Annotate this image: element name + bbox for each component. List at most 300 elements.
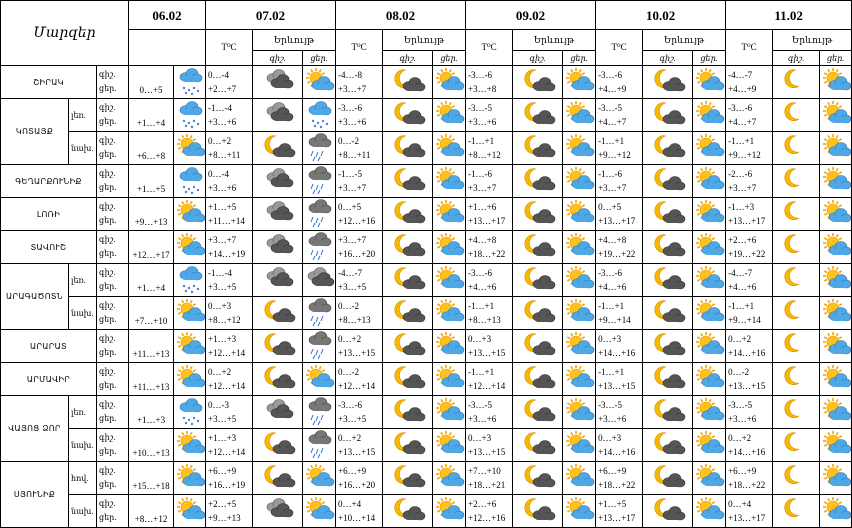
night-icon-cell <box>253 429 303 462</box>
night-day-label: գիշ. ցեր. <box>97 231 129 264</box>
sun-cloud-icon <box>174 134 205 162</box>
temperature-cell: -1…+1 +9…+14 <box>596 297 643 330</box>
night-icon-cell <box>773 198 820 231</box>
sun-cloud-icon <box>563 365 595 393</box>
date-header: 09.02 <box>466 1 596 30</box>
temperature-cell: 0…-2 +8…+11 <box>336 132 383 165</box>
sun-cloud-icon <box>820 134 851 162</box>
moon-cloud-icon <box>253 134 302 162</box>
moon-cloud-icon <box>643 233 692 261</box>
cloud-dark-icon <box>253 101 302 129</box>
weather-icon-cell <box>174 495 206 528</box>
sun-cloud-icon <box>693 200 725 228</box>
temperature-cell: -3…-5 +3…+6 <box>466 396 513 429</box>
moon-cloud-icon <box>643 200 692 228</box>
night-icon-cell <box>773 495 820 528</box>
sun-cloud-icon <box>303 464 335 492</box>
sun-cloud-icon <box>563 134 595 162</box>
temperature-cell: +2…+5 +9…+13 <box>206 495 253 528</box>
moon-cloud-icon <box>513 266 562 294</box>
night-icon-cell <box>383 363 433 396</box>
night-icon-cell <box>383 297 433 330</box>
moon-cloud-icon <box>383 365 432 393</box>
day-icon-cell <box>303 429 336 462</box>
moon-cloud-icon <box>513 167 562 195</box>
date-header: 06.02 <box>129 1 206 30</box>
region-name: ԱՐՄԱՎԻՐ <box>1 363 97 396</box>
table-row <box>1 66 852 99</box>
day-icon-cell <box>433 462 466 495</box>
night-icon-cell <box>253 264 303 297</box>
temperature-cell: 0…+3 +13…+15 <box>466 429 513 462</box>
moon-icon <box>773 464 819 492</box>
night-icon-cell <box>773 429 820 462</box>
day-icon-cell <box>303 297 336 330</box>
day-icon-cell <box>563 198 596 231</box>
temperature-cell: 0…-4 +3…+6 <box>206 165 253 198</box>
temperature-cell: +1…+5 <box>129 165 174 198</box>
sun-cloud-icon <box>433 497 465 525</box>
night-icon-cell <box>383 99 433 132</box>
weather-icon-cell <box>174 363 206 396</box>
sun-cloud-icon <box>433 332 465 360</box>
sun-cloud-icon <box>563 200 595 228</box>
phenomenon-header: Երևույթ <box>643 30 726 51</box>
moon-cloud-icon <box>643 266 692 294</box>
sun-cloud-icon <box>693 233 725 261</box>
moon-cloud-icon <box>513 332 562 360</box>
temperature-cell: +2…+6 +12…+16 <box>466 495 513 528</box>
night-icon-cell <box>643 363 693 396</box>
table-row <box>1 495 852 528</box>
temperature-cell: +15…+18 <box>129 462 174 495</box>
day-icon-cell <box>303 363 336 396</box>
sun-cloud-icon <box>563 266 595 294</box>
moon-cloud-icon <box>253 464 302 492</box>
temperature-cell: +12…+17 <box>129 231 174 264</box>
day-icon-cell <box>563 132 596 165</box>
night-icon-cell <box>773 66 820 99</box>
table-row <box>1 462 852 495</box>
day-icon-cell <box>433 297 466 330</box>
night-icon-cell <box>253 396 303 429</box>
day-icon-cell <box>303 99 336 132</box>
subregion-label: հով. <box>69 462 97 495</box>
night-icon-cell <box>383 66 433 99</box>
weather-icon-cell <box>174 99 206 132</box>
temperature-cell: -3…-6 +3…+5 <box>336 396 383 429</box>
day-icon-cell <box>303 396 336 429</box>
table-title: Մարզեր <box>1 1 129 66</box>
day-icon-cell <box>303 462 336 495</box>
cloud-dark-icon <box>303 266 335 294</box>
temperature-cell: +1…+6 +13…+17 <box>466 198 513 231</box>
day-icon-cell <box>563 66 596 99</box>
night-icon-cell <box>253 198 303 231</box>
night-icon-cell <box>643 99 693 132</box>
moon-icon <box>773 233 819 261</box>
temperature-cell: -1…-6 +3…+7 <box>466 165 513 198</box>
day-icon-cell <box>303 264 336 297</box>
day-icon-cell <box>693 132 726 165</box>
moon-icon <box>773 167 819 195</box>
temperature-cell: -1…-5 +3…+7 <box>336 165 383 198</box>
moon-cloud-icon <box>383 332 432 360</box>
night-icon-cell <box>513 198 563 231</box>
temperature-cell: -1…-4 +3…+5 <box>206 264 253 297</box>
day-icon-cell <box>303 165 336 198</box>
night-day-label: գիշ. ցեր. <box>97 264 129 297</box>
region-name: ԱՐԱԳԱԾՈՏՆ <box>1 264 69 330</box>
region-name: ԳԵՂԱՐՔՈՒՆԻՔ <box>1 165 97 198</box>
sun-cloud-icon <box>174 497 205 525</box>
temperature-cell: +1…+5 +11…+14 <box>206 198 253 231</box>
temperature-cell: 0…+2 +8…+11 <box>206 132 253 165</box>
temperature-cell: +3…+7 +16…+20 <box>336 231 383 264</box>
temperature-cell: -2…-6 +3…+7 <box>726 165 773 198</box>
night-icon-cell <box>773 264 820 297</box>
region-name: ԿՈՏԱՅՔ <box>1 99 69 165</box>
moon-cloud-icon <box>383 497 432 525</box>
weather-icon-cell <box>174 396 206 429</box>
sun-cloud-icon <box>303 365 335 393</box>
sun-cloud-icon <box>563 431 595 459</box>
moon-icon <box>773 134 819 162</box>
phenomenon-header: Երևույթ <box>383 30 466 51</box>
temperature-cell: -1…+1 +8…+12 <box>466 132 513 165</box>
temperature-cell: 0…+5 +12…+16 <box>336 198 383 231</box>
temperature-cell: +1…+3 +12…+14 <box>206 330 253 363</box>
night-icon-cell <box>513 396 563 429</box>
day-header: ցեր. <box>693 51 726 66</box>
moon-cloud-icon <box>383 68 432 96</box>
night-header: գիշ. <box>643 51 693 66</box>
temperature-cell: +1…+3 <box>129 396 174 429</box>
temperature-cell: -1…+1 +9…+14 <box>726 297 773 330</box>
cloud-rain-icon <box>303 332 335 360</box>
subregion-label: նախ. <box>69 132 97 165</box>
subregion-label: նախ. <box>69 429 97 462</box>
moon-cloud-icon <box>643 134 692 162</box>
date-header: 08.02 <box>336 1 466 30</box>
temperature-cell: -3…-6 +4…+9 <box>596 66 643 99</box>
day-icon-cell <box>693 462 726 495</box>
night-icon-cell <box>773 462 820 495</box>
moon-cloud-icon <box>513 134 562 162</box>
region-name: ՏԱՎՈՒՇ <box>1 231 97 264</box>
cloud-rain-icon <box>303 134 335 162</box>
temperature-cell: -4…-8 +3…+7 <box>336 66 383 99</box>
table-row <box>1 198 852 231</box>
temperature-cell: 0…-2 +8…+13 <box>336 297 383 330</box>
region-name: ՇԻՐԱԿ <box>1 66 97 99</box>
night-icon-cell <box>383 330 433 363</box>
moon-cloud-icon <box>513 398 562 426</box>
night-icon-cell <box>773 363 820 396</box>
sun-cloud-icon <box>820 464 851 492</box>
night-icon-cell <box>513 330 563 363</box>
table-row <box>1 297 852 330</box>
night-icon-cell <box>643 66 693 99</box>
moon-icon <box>773 299 819 327</box>
night-icon-cell <box>773 330 820 363</box>
night-icon-cell <box>643 462 693 495</box>
table-row <box>1 99 852 132</box>
sun-cloud-icon <box>433 167 465 195</box>
night-icon-cell <box>513 297 563 330</box>
day-icon-cell <box>693 66 726 99</box>
moon-cloud-icon <box>513 464 562 492</box>
night-icon-cell <box>773 231 820 264</box>
table-row <box>1 330 852 363</box>
night-day-label: գիշ. ցեր. <box>97 132 129 165</box>
night-day-label: գիշ. ցեր. <box>97 165 129 198</box>
cloud-snow-icon <box>174 398 205 426</box>
sun-cloud-icon <box>433 233 465 261</box>
night-icon-cell <box>383 462 433 495</box>
subregion-label: լեռ. <box>69 264 97 297</box>
night-icon-cell <box>253 330 303 363</box>
moon-cloud-icon <box>383 299 432 327</box>
night-day-label: գիշ. ցեր. <box>97 297 129 330</box>
moon-cloud-icon <box>643 398 692 426</box>
table-row <box>1 132 852 165</box>
weather-icon-cell <box>174 264 206 297</box>
moon-icon <box>773 266 819 294</box>
night-icon-cell <box>643 396 693 429</box>
sun-cloud-icon <box>433 266 465 294</box>
moon-icon <box>773 431 819 459</box>
night-icon-cell <box>253 165 303 198</box>
region-name: ԱՐԱՐԱՏ <box>1 330 97 363</box>
temperature-cell: +11…+13 <box>129 330 174 363</box>
temperature-cell: -3…-5 +3…+6 <box>466 99 513 132</box>
sun-cloud-icon <box>174 233 205 261</box>
day-icon-cell <box>820 99 852 132</box>
temperature-cell: -1…+1 +9…+12 <box>596 132 643 165</box>
night-icon-cell <box>383 231 433 264</box>
weather-icon-cell <box>174 66 206 99</box>
moon-cloud-icon <box>513 233 562 261</box>
moon-cloud-icon <box>253 431 302 459</box>
night-icon-cell <box>643 198 693 231</box>
temperature-cell: +3…+7 +14…+19 <box>206 231 253 264</box>
night-icon-cell <box>383 132 433 165</box>
moon-cloud-icon <box>513 431 562 459</box>
temperature-cell: -1…+3 +13…+17 <box>726 198 773 231</box>
day-icon-cell <box>820 396 852 429</box>
day-icon-cell <box>820 165 852 198</box>
cloud-dark-icon <box>253 167 302 195</box>
day-icon-cell <box>693 396 726 429</box>
night-icon-cell <box>513 165 563 198</box>
temp-header: T⁰C <box>466 30 513 66</box>
sun-cloud-icon <box>693 266 725 294</box>
night-header: գիշ. <box>253 51 303 66</box>
temperature-cell: +1…+4 <box>129 99 174 132</box>
temperature-cell: -3…-6 +3…+8 <box>466 66 513 99</box>
temperature-cell: 0…+5 +13…+17 <box>596 198 643 231</box>
temperature-cell: +6…+9 +18…+22 <box>726 462 773 495</box>
night-icon-cell <box>383 165 433 198</box>
night-icon-cell <box>773 99 820 132</box>
temperature-cell: 0…+3 +13…+15 <box>466 330 513 363</box>
night-header: գիշ. <box>383 51 433 66</box>
sun-cloud-icon <box>820 101 851 129</box>
cloud-snow-icon <box>174 68 205 96</box>
phenomenon-header: Երևույթ <box>773 30 852 51</box>
cloud-snow-icon <box>174 101 205 129</box>
night-icon-cell <box>643 429 693 462</box>
temperature-cell: -1…+1 +12…+14 <box>466 363 513 396</box>
temperature-cell: +4…+8 +18…+22 <box>466 231 513 264</box>
sun-cloud-icon <box>303 497 335 525</box>
moon-icon <box>773 68 819 96</box>
temperature-cell: +6…+9 +16…+19 <box>206 462 253 495</box>
day-icon-cell <box>693 330 726 363</box>
sun-cloud-icon <box>563 497 595 525</box>
day-icon-cell <box>563 99 596 132</box>
night-icon-cell <box>253 132 303 165</box>
temperature-cell: -1…-4 +3…+6 <box>206 99 253 132</box>
sun-cloud-icon <box>820 299 851 327</box>
cloud-dark-icon <box>253 497 302 525</box>
temp-header: T⁰C <box>726 30 773 66</box>
temperature-cell: +7…+10 <box>129 297 174 330</box>
day-icon-cell <box>820 330 852 363</box>
night-icon-cell <box>513 363 563 396</box>
cloud-dark-icon <box>253 68 302 96</box>
day-icon-cell <box>693 429 726 462</box>
moon-cloud-icon <box>253 365 302 393</box>
region-name: ՎԱՅՈՑ ՁՈՐ <box>1 396 69 462</box>
sun-cloud-icon <box>563 68 595 96</box>
sun-cloud-icon <box>174 332 205 360</box>
weather-icon-cell <box>174 462 206 495</box>
temperature-cell: 0…+2 +14…+16 <box>726 330 773 363</box>
day-icon-cell <box>820 462 852 495</box>
night-icon-cell <box>513 495 563 528</box>
temperature-cell: +1…+3 +12…+14 <box>206 429 253 462</box>
day-icon-cell <box>563 462 596 495</box>
day-icon-cell <box>820 132 852 165</box>
sun-cloud-icon <box>433 134 465 162</box>
temperature-cell: +6…+9 +18…+22 <box>596 462 643 495</box>
moon-cloud-icon <box>383 167 432 195</box>
temperature-cell: -3…-6 +3…+6 <box>336 99 383 132</box>
night-icon-cell <box>773 132 820 165</box>
temperature-cell: +9…+13 <box>129 198 174 231</box>
cloud-rain-icon <box>303 431 335 459</box>
sun-cloud-icon <box>820 431 851 459</box>
moon-cloud-icon <box>643 365 692 393</box>
moon-cloud-icon <box>513 200 562 228</box>
temperature-cell: +6…+8 <box>129 132 174 165</box>
temperature-cell: 0…-4 +2…+7 <box>206 66 253 99</box>
temperature-cell: +1…+5 +13…+17 <box>596 495 643 528</box>
night-day-label: գիշ. ցեր. <box>97 462 129 495</box>
night-icon-cell <box>643 297 693 330</box>
cloud-snow-icon <box>174 266 205 294</box>
subregion-label: լեռ. <box>69 99 97 132</box>
night-day-label: գիշ. ցեր. <box>97 99 129 132</box>
night-icon-cell <box>513 462 563 495</box>
sun-cloud-icon <box>563 101 595 129</box>
sun-cloud-icon <box>820 365 851 393</box>
night-day-label: գիշ. ցեր. <box>97 363 129 396</box>
temperature-cell: 0…+3 +14…+16 <box>596 429 643 462</box>
sun-cloud-icon <box>563 299 595 327</box>
temperature-cell: 0…+3 +14…+16 <box>596 330 643 363</box>
moon-icon <box>773 497 819 525</box>
night-icon-cell <box>253 495 303 528</box>
day-icon-cell <box>433 99 466 132</box>
day-icon-cell <box>820 264 852 297</box>
temp-header: T⁰C <box>596 30 643 66</box>
sun-cloud-icon <box>433 68 465 96</box>
night-icon-cell <box>253 462 303 495</box>
night-icon-cell <box>383 198 433 231</box>
day-icon-cell <box>563 297 596 330</box>
night-day-label: գիշ. ցեր. <box>97 330 129 363</box>
sun-cloud-icon <box>563 464 595 492</box>
day-icon-cell <box>433 264 466 297</box>
day-icon-cell <box>693 231 726 264</box>
day-icon-cell <box>303 495 336 528</box>
sun-cloud-icon <box>693 299 725 327</box>
subregion-label: լեռ. <box>69 396 97 429</box>
temperature-cell: 0…-3 +3…+5 <box>206 396 253 429</box>
weather-icon-cell <box>174 429 206 462</box>
temperature-cell: +1…+4 <box>129 264 174 297</box>
temperature-cell: -4…-7 +3…+5 <box>336 264 383 297</box>
night-icon-cell <box>253 363 303 396</box>
moon-cloud-icon <box>253 332 302 360</box>
cloud-rain-icon <box>303 398 335 426</box>
phenomenon-header: Երևույթ <box>253 30 336 51</box>
sun-cloud-icon <box>820 68 851 96</box>
day-icon-cell <box>820 231 852 264</box>
day-icon-cell <box>303 132 336 165</box>
weather-icon-cell <box>174 297 206 330</box>
day-icon-cell <box>433 363 466 396</box>
moon-cloud-icon <box>513 299 562 327</box>
day-icon-cell <box>693 165 726 198</box>
sun-cloud-icon <box>820 233 851 261</box>
cloud-dark-icon <box>253 200 302 228</box>
temperature-cell: 0…+3 +8…+12 <box>206 297 253 330</box>
region-name: ՍՅՈՒՆԻՔ <box>1 462 69 528</box>
moon-icon <box>773 398 819 426</box>
day-icon-cell <box>693 198 726 231</box>
moon-cloud-icon <box>643 68 692 96</box>
night-day-label: գիշ. ցեր. <box>97 429 129 462</box>
table-row <box>1 231 852 264</box>
sun-cloud-icon <box>433 299 465 327</box>
moon-cloud-icon <box>383 398 432 426</box>
moon-cloud-icon <box>383 101 432 129</box>
weather-icon-cell <box>174 231 206 264</box>
sun-cloud-icon <box>693 101 725 129</box>
temperature-cell: 0…-2 +13…+15 <box>726 363 773 396</box>
day-icon-cell <box>693 363 726 396</box>
sun-cloud-icon <box>693 332 725 360</box>
sun-cloud-icon <box>433 365 465 393</box>
moon-cloud-icon <box>643 332 692 360</box>
moon-cloud-icon <box>253 299 302 327</box>
night-icon-cell <box>253 231 303 264</box>
cloud-rain-icon <box>303 233 335 261</box>
